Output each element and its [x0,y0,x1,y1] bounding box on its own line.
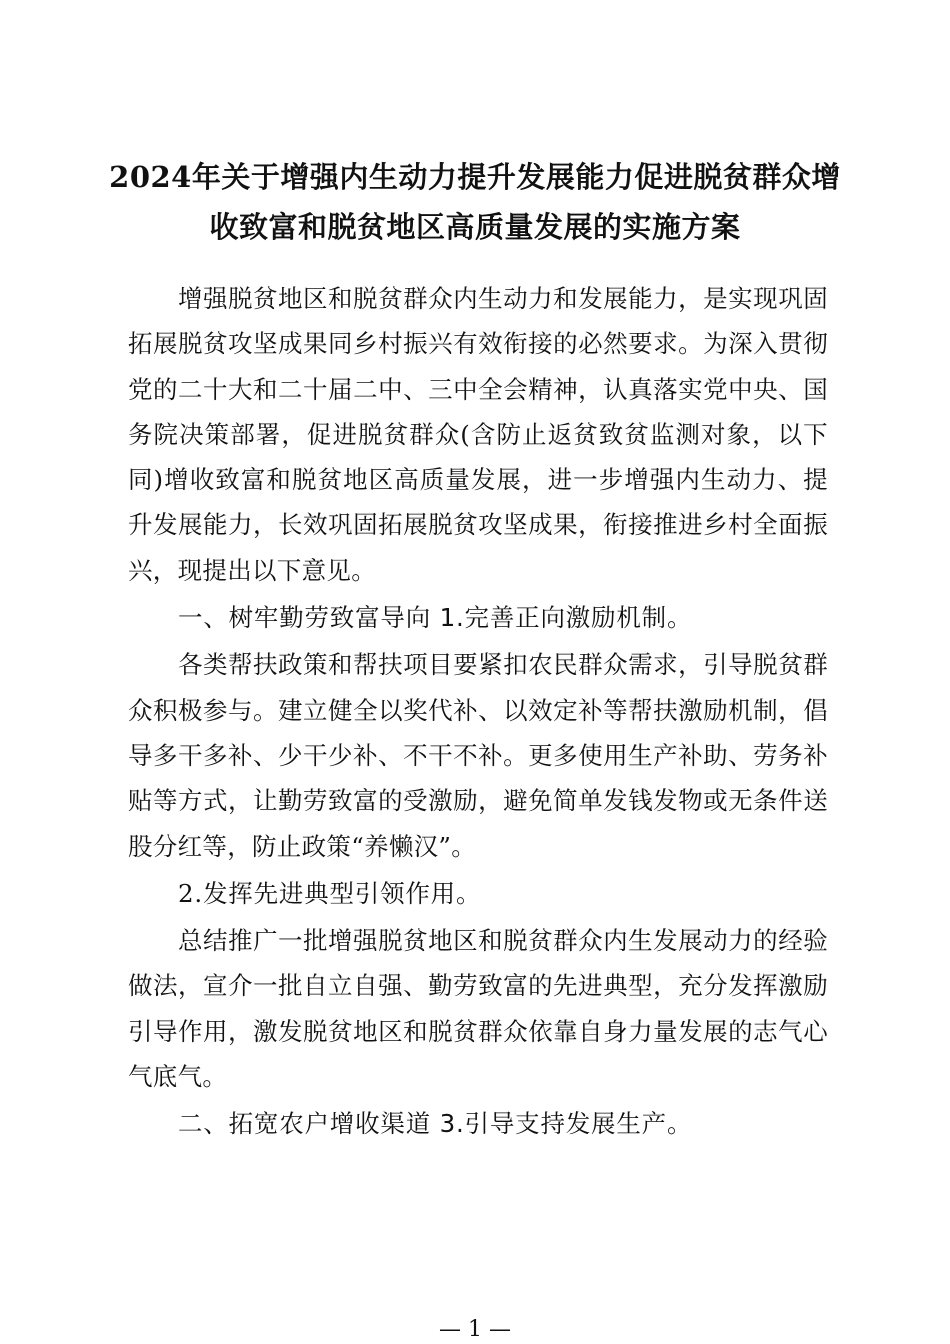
section-heading-2: 二、拓宽农户增收渠道 3.引导支持发展生产。 [178,1109,693,1139]
paragraph-1: 各类帮扶政策和帮扶项目要紧扣农民群众需求，引导脱贫群众积极参与。建立健全以奖代补、以效定补等帮扶激励机制，倡导多干多补、少干少补、不干不补。更多使用生产补助、劳务补贴等方式，让勤劳致富的受激励，避免简单发钱发物或无条件送股分红等，防止政策“养懒汉”。 [128,650,828,861]
document-body [128,276,828,1147]
document-title [100,152,850,252]
page-number: — 1 — [439,1317,511,1342]
title-line-2: 收致富和脱贫地区高质量发展的实施方案 [209,210,741,244]
title-line-1: 2024年关于增强内生动力提升发展能力促进脱贫群众增 [109,160,841,194]
section-heading-1: 一、树牢勤劳致富导向 1.完善正向激励机制。 [178,603,693,633]
paragraph-intro: 增强脱贫地区和脱贫群众内生动力和发展能力，是实现巩固拓展脱贫攻坚成果同乡村振兴有效衔接的必然要求。为深入贯彻党的二十大和二十届二中、三中全会精神，认真落实党中央、国务院决策部署，促进脱贫群众(含防止返贫致贫监测对象，以下同)增收致富和脱贫地区高质量发展，进一步增强内生动力、提升发展能力，长效巩固拓展脱贫攻坚成果，衔接推进乡村全面振兴，现提出以下意见。 [128,284,828,585]
subsection-heading-2: 2.发挥先进典型引领作用。 [178,878,482,908]
paragraph-2: 总结推广一批增强脱贫地区和脱贫群众内生发展动力的经验做法，宣介一批自立自强、勤劳致富的先进典型，充分发挥激励引导作用，激发脱贫地区和脱贫群众依靠自身力量发展的志气心气底气。 [128,926,828,1092]
